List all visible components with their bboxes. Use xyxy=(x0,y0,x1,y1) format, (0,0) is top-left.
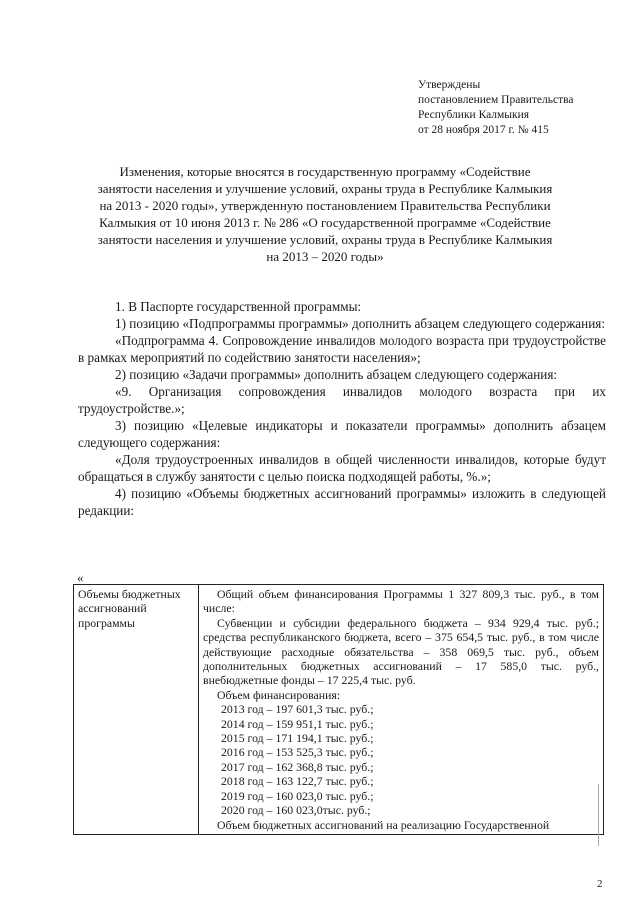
title-line: занятости населения и улучшение условий, охраны труда в Республике Калмыкия xyxy=(97,181,553,196)
document-title xyxy=(78,163,572,265)
paragraph-item-1: 1) позицию «Подпрограммы программы» дополнить абзацем следующего содержания: xyxy=(115,316,606,331)
budget-allocation-text: Объем бюджетных ассигнований на реализацию Государственной xyxy=(217,817,550,832)
page-number: 2 xyxy=(597,878,603,890)
list-item: 2020 год – 160 023,0тыс. руб.; xyxy=(221,803,371,818)
paragraph-item-2: 2) позицию «Задачи программы» дополнить абзацем следующего содержания: xyxy=(115,367,558,382)
list-item: 2017 год – 162 368,8 тыс. руб.; xyxy=(221,759,374,774)
list-item: 2013 год – 197 601,3 тыс. руб.; xyxy=(221,702,374,717)
list-item: 2019 год – 160 023,0 тыс. руб.; xyxy=(221,788,374,803)
paragraph-section-heading: 1. В Паспорте государственной программы: xyxy=(115,299,362,314)
title-line: Калмыкия от 10 июня 2013 г. № 286 «О государственной программе «Содействие xyxy=(99,215,551,230)
table-cell-label: Объемы бюджетных ассигнований программы xyxy=(74,585,199,835)
paragraph-item-3: 3) позицию «Целевые индикаторы и показатели программы» дополнить абзацем следующего содержания: xyxy=(78,418,606,450)
paragraph-item-3-text: «Доля трудоустроенных инвалидов в общей численности инвалидов, которые будут обращаться в службу занятости с целью поиска подходящей работы, %.»; xyxy=(78,452,606,484)
approval-line: Республики Калмыкия xyxy=(418,109,530,121)
budget-table xyxy=(73,584,604,835)
approval-block xyxy=(418,78,618,138)
title-line: занятости населения и улучшение условий, охраны труда в Республике Калмыкия xyxy=(97,232,553,247)
financing-years-list xyxy=(203,702,599,817)
opening-quote: « xyxy=(77,570,84,585)
total-financing-text: Общий объем финансирования Программы 1 327 809,3 тыс. руб., в том числе: xyxy=(203,587,599,616)
approval-line: от 28 ноября 2017 г. № 415 xyxy=(418,124,549,136)
financing-by-year-heading: Объем финансирования: xyxy=(217,687,341,702)
document-body xyxy=(78,298,606,519)
list-item: 2016 год – 153 525,3 тыс. руб.; xyxy=(221,745,374,760)
paragraph-item-2-text: «9. Организация сопровождения инвалидов молодого возраста при их трудоустройстве.»; xyxy=(78,384,606,416)
list-item: 2015 год – 171 194,1 тыс. руб.; xyxy=(221,731,374,746)
scan-artifact xyxy=(598,784,599,846)
list-item: 2014 год – 159 951,1 тыс. руб.; xyxy=(221,716,374,731)
approval-line: Утверждены xyxy=(418,79,481,91)
title-line: на 2013 – 2020 годы» xyxy=(266,249,384,264)
paragraph-item-4: 4) позицию «Объемы бюджетных ассигнований программы» изложить в следующей редакции: xyxy=(78,486,606,518)
list-item: 2018 год – 163 122,7 тыс. руб.; xyxy=(221,774,374,789)
approval-line: постановлением Правительства xyxy=(418,94,574,106)
title-line: на 2013 - 2020 годы», утвержденную постановлением Правительства Республики xyxy=(99,198,551,213)
title-line: Изменения, которые вносятся в государственную программу «Содействие xyxy=(119,164,531,179)
table-cell-content xyxy=(199,585,604,835)
financing-sources-text: Субвенции и субсидии федерального бюджета – 934 929,4 тыс. руб.; средства республиканского бюджета, всего – 375 654,5 тыс. руб., в том числе действующие расходные обязательства – 358 069,5 тыс. руб., объем дополнительных бюджетных ассигнований – 17 585,0 тыс. руб., внебюджетные фонды – 17 225,4 тыс. руб. xyxy=(203,615,599,688)
paragraph-item-1-text: «Подпрограмма 4. Сопровождение инвалидов молодого возраста при трудоустройстве в рамках мероприятий по содействию занятости населения»; xyxy=(78,333,606,365)
table-row xyxy=(74,585,604,835)
